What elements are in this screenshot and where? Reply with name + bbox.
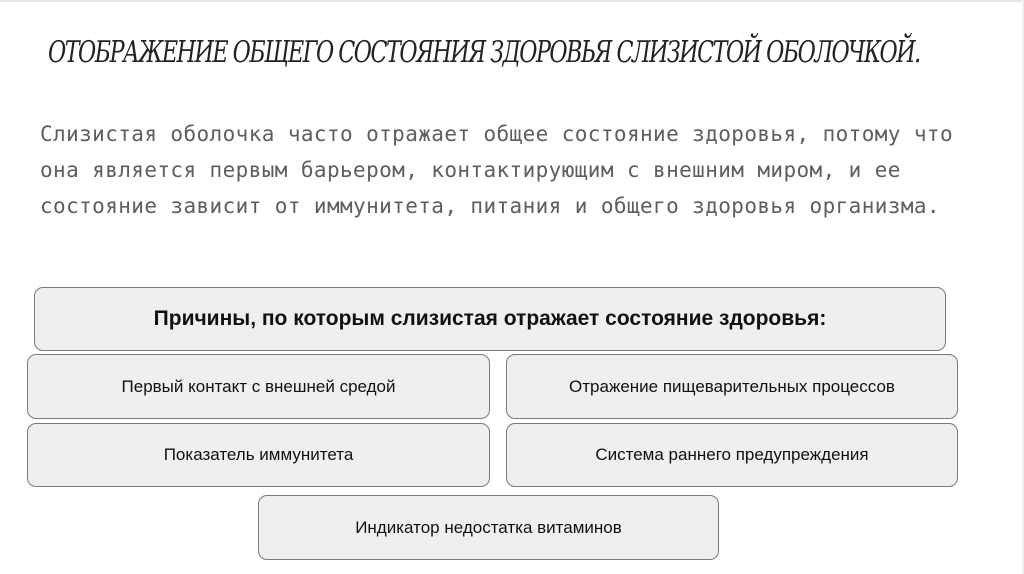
reason-box-immunity <box>27 423 490 487</box>
reason-box-vitamin-deficiency <box>258 495 719 560</box>
reason-label: Отражение пищеварительных процессов <box>569 376 895 396</box>
reason-box-first-contact <box>27 354 490 419</box>
reason-label: Первый контакт с внешней средой <box>121 376 396 396</box>
reason-box-digestive <box>506 354 958 419</box>
slide-title: ОТОБРАЖЕНИЕ ОБЩЕГО СОСТОЯНИЯ ЗДОРОВЬЯ СЛИЗИСТОЙ ОБОЛОЧКОЙ. <box>48 35 920 70</box>
reason-label: Индикатор недостатка витаминов <box>355 517 622 537</box>
reason-label: Система раннего предупреждения <box>595 445 869 464</box>
reason-label: Показатель иммунитета <box>163 445 354 464</box>
reasons-header-box <box>34 287 946 351</box>
top-divider <box>0 0 1024 2</box>
intro-paragraph: Слизистая оболочка часто отражает общее состояние здоровья, потому что она является первым барьером, контактирующим с внешним миром, и ее состояние зависит от иммунитета, питания и общего здоровья организма. <box>40 122 954 218</box>
reason-box-early-warning <box>506 423 958 487</box>
reasons-header-text: Причины, по которым слизистая отражает состояние здоровья: <box>153 307 827 330</box>
